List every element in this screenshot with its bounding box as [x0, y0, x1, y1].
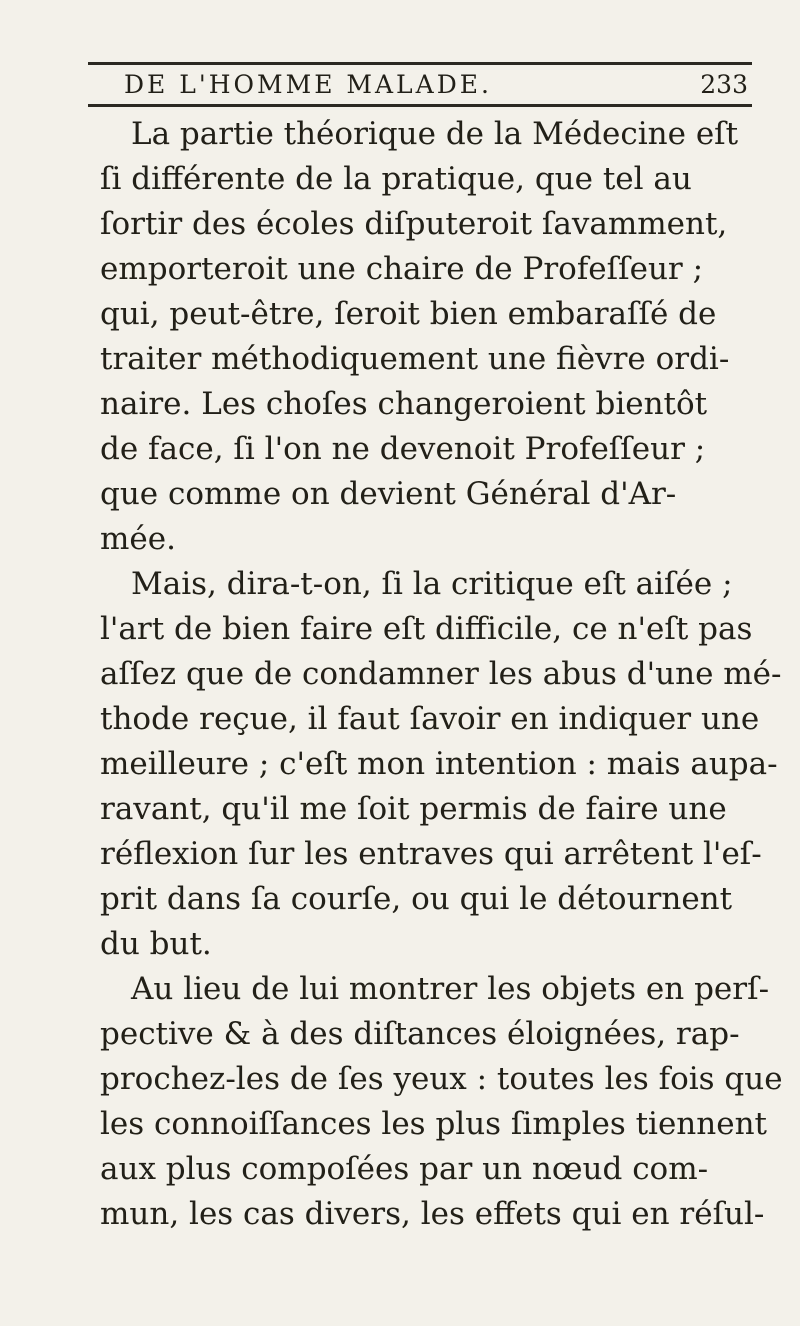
text-line: du but. [100, 926, 212, 962]
text-line: pective & à des diſtances éloignées, rap- [100, 1016, 740, 1052]
text-line: prit dans ſa courſe, ou qui le détournent [100, 881, 733, 917]
text-line: ſi différente de la pratique, que tel au [100, 161, 692, 197]
text-line: aſſez que de condamner les abus d'une mé- [100, 656, 782, 692]
text-line: ſortir des écoles diſputeroit ſavamment, [100, 206, 728, 242]
text-line: La partie théorique de la Médecine eſt [131, 116, 739, 152]
text-line: Mais, dira-t-on, ſi la critique eſt aiſée ; [131, 566, 733, 602]
page-number: 233 [700, 70, 748, 99]
running-title: DE L'HOMME MALADE. [124, 70, 492, 99]
text-line: aux plus compoſées par un nœud com- [100, 1151, 709, 1187]
text-line: emporteroit une chaire de Profeſſeur ; [100, 251, 704, 287]
text-line: meilleure ; c'eſt mon intention : mais aupa- [100, 746, 778, 782]
text-line: ravant, qu'il me ſoit permis de faire une [100, 791, 727, 827]
text-line: prochez-les de ſes yeux : toutes les fois que [100, 1061, 783, 1097]
text-line: de face, ſi l'on ne devenoit Profeſſeur ; [100, 431, 706, 467]
text-line: thode reçue, il faut ſavoir en indiquer une [100, 701, 760, 737]
text-line: les connoiſſances les plus ſimples tiennent [100, 1106, 767, 1142]
text-line: l'art de bien faire eſt difficile, ce n'eſt pas [100, 611, 753, 647]
text-line: traiter méthodiquement une fièvre ordi- [100, 341, 730, 377]
text-line: qui, peut-être, ſeroit bien embaraſſé de [100, 296, 717, 332]
body-text [100, 112, 783, 1237]
text-line: naire. Les choſes changeroient bientôt [100, 386, 708, 422]
text-line: mun, les cas divers, les effets qui en réſul- [100, 1196, 765, 1232]
header-top-rule [88, 62, 752, 65]
text-line: réflexion ſur les entraves qui arrêtent l'eſ- [100, 836, 762, 872]
text-line: que comme on devient Général d'Ar- [100, 476, 677, 512]
text-line: Au lieu de lui montrer les objets en perſ- [131, 971, 770, 1007]
running-header [88, 70, 748, 104]
text-line: mée. [100, 521, 176, 557]
header-rule [88, 104, 752, 107]
